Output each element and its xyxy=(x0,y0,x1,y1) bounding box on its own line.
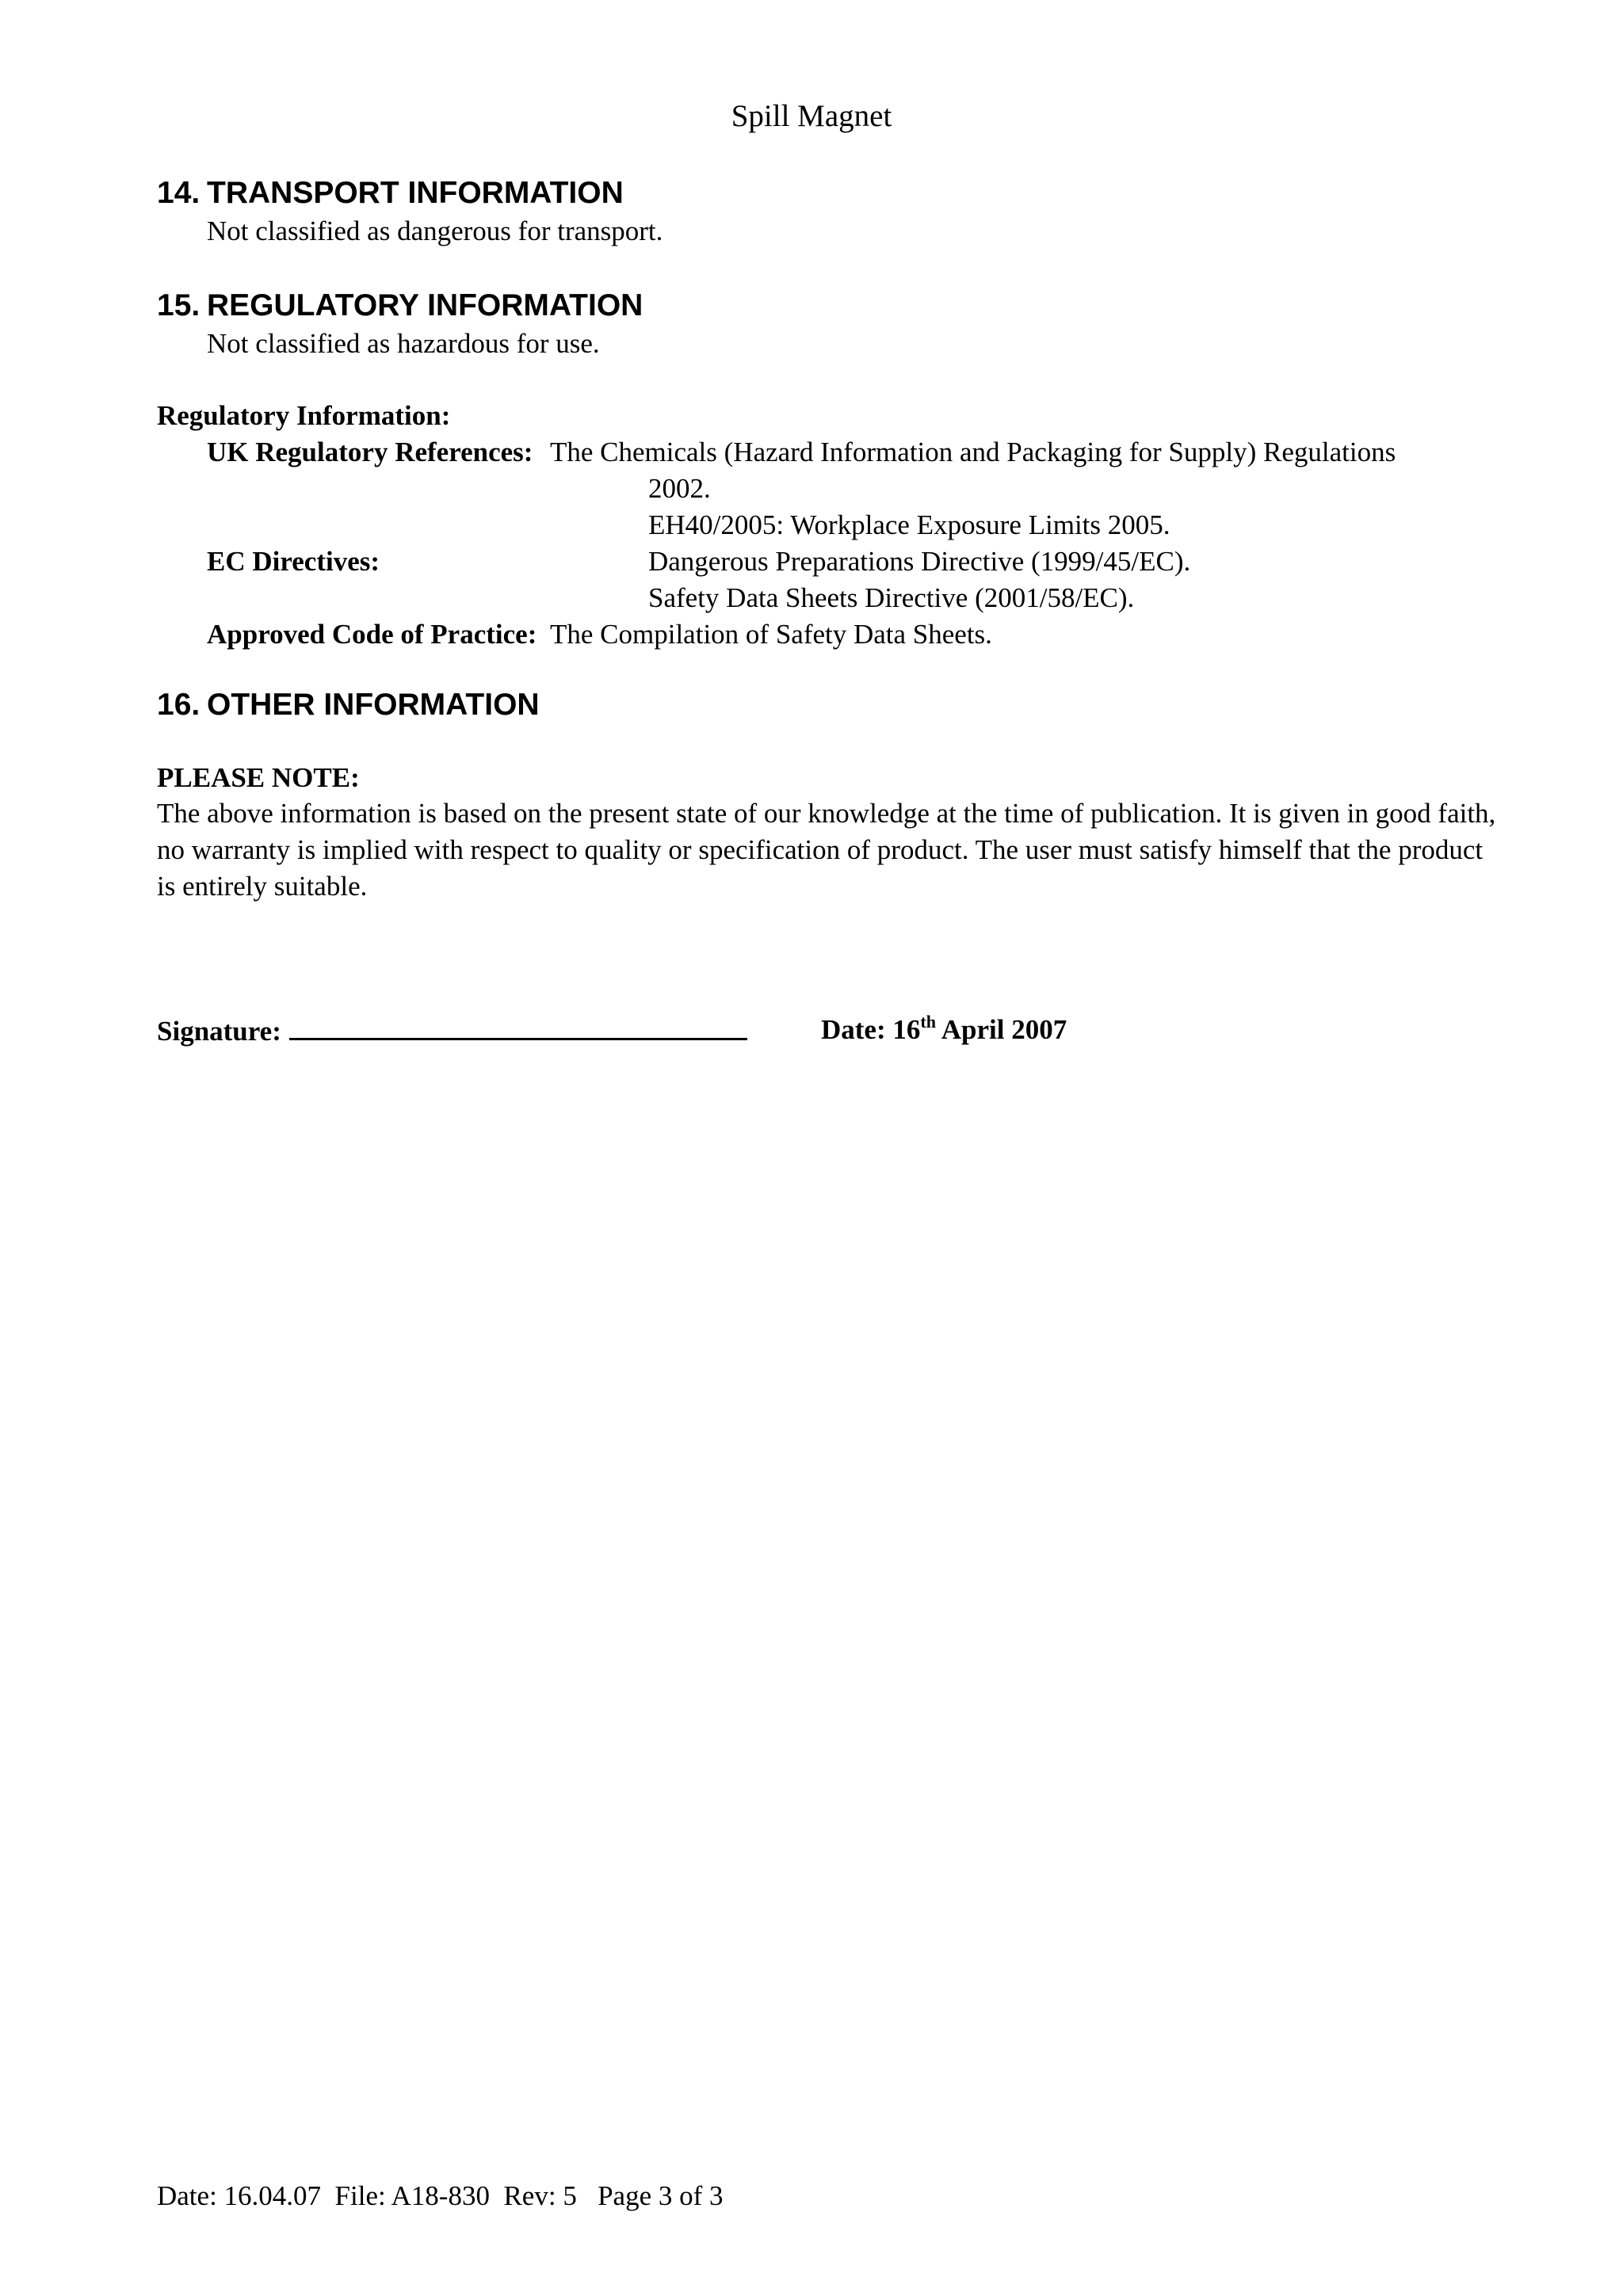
signature-date-suffix: th xyxy=(920,1012,936,1032)
section-15-text: Not classified as hazardous for use. xyxy=(207,328,600,359)
please-note-heading: PLEASE NOTE: xyxy=(157,762,360,793)
section-16-title: OTHER INFORMATION xyxy=(207,688,540,722)
section-16-number: 16. xyxy=(157,688,200,722)
ec-directives-label: EC Directives: xyxy=(207,546,380,577)
section-16-heading xyxy=(157,688,540,723)
section-15-title: REGULATORY INFORMATION xyxy=(207,288,643,322)
uk-regulatory-line-3: EH40/2005: Workplace Exposure Limits 2005. xyxy=(648,509,1170,540)
acop-value: The Compilation of Safety Data Sheets. xyxy=(550,619,992,650)
signature-label: Signature: xyxy=(157,1016,281,1047)
section-15-number: 15. xyxy=(157,288,200,322)
section-15-heading xyxy=(157,288,643,323)
uk-regulatory-label: UK Regulatory References: xyxy=(207,437,533,467)
uk-regulatory-line-2: 2002. xyxy=(648,473,711,504)
section-14-number: 14. xyxy=(157,176,200,210)
signature-date xyxy=(821,1014,1067,1046)
signature-line xyxy=(289,1014,747,1040)
please-note-text: The above information is based on the present state of our knowledge at the time of publication. It is given in good faith, no warranty is implied with respect to quality or specification of product. The user must satisfy himself that the product is entirely suitable. xyxy=(157,798,1496,902)
signature-date-label: Date: 16 xyxy=(821,1014,921,1045)
signature-date-rest: April 2007 xyxy=(935,1014,1067,1045)
section-14-text: Not classified as dangerous for transport. xyxy=(207,215,663,246)
page-title: Spill Magnet xyxy=(731,99,892,133)
ec-directives-line-2: Safety Data Sheets Directive (2001/58/EC). xyxy=(648,582,1135,613)
ec-directives-line-1: Dangerous Preparations Directive (1999/45/EC). xyxy=(648,546,1191,577)
uk-regulatory-line-1: The Chemicals (Hazard Information and Packaging for Supply) Regulations xyxy=(550,437,1396,467)
regulatory-heading: Regulatory Information: xyxy=(157,400,451,431)
page-footer: Date: 16.04.07 File: A18-830 Rev: 5 Page 3 of 3 xyxy=(157,2180,724,2211)
acop-label: Approved Code of Practice: xyxy=(207,619,537,650)
section-14-heading xyxy=(157,176,624,211)
section-14-title: TRANSPORT INFORMATION xyxy=(207,176,624,210)
signature-row xyxy=(157,1014,747,1047)
